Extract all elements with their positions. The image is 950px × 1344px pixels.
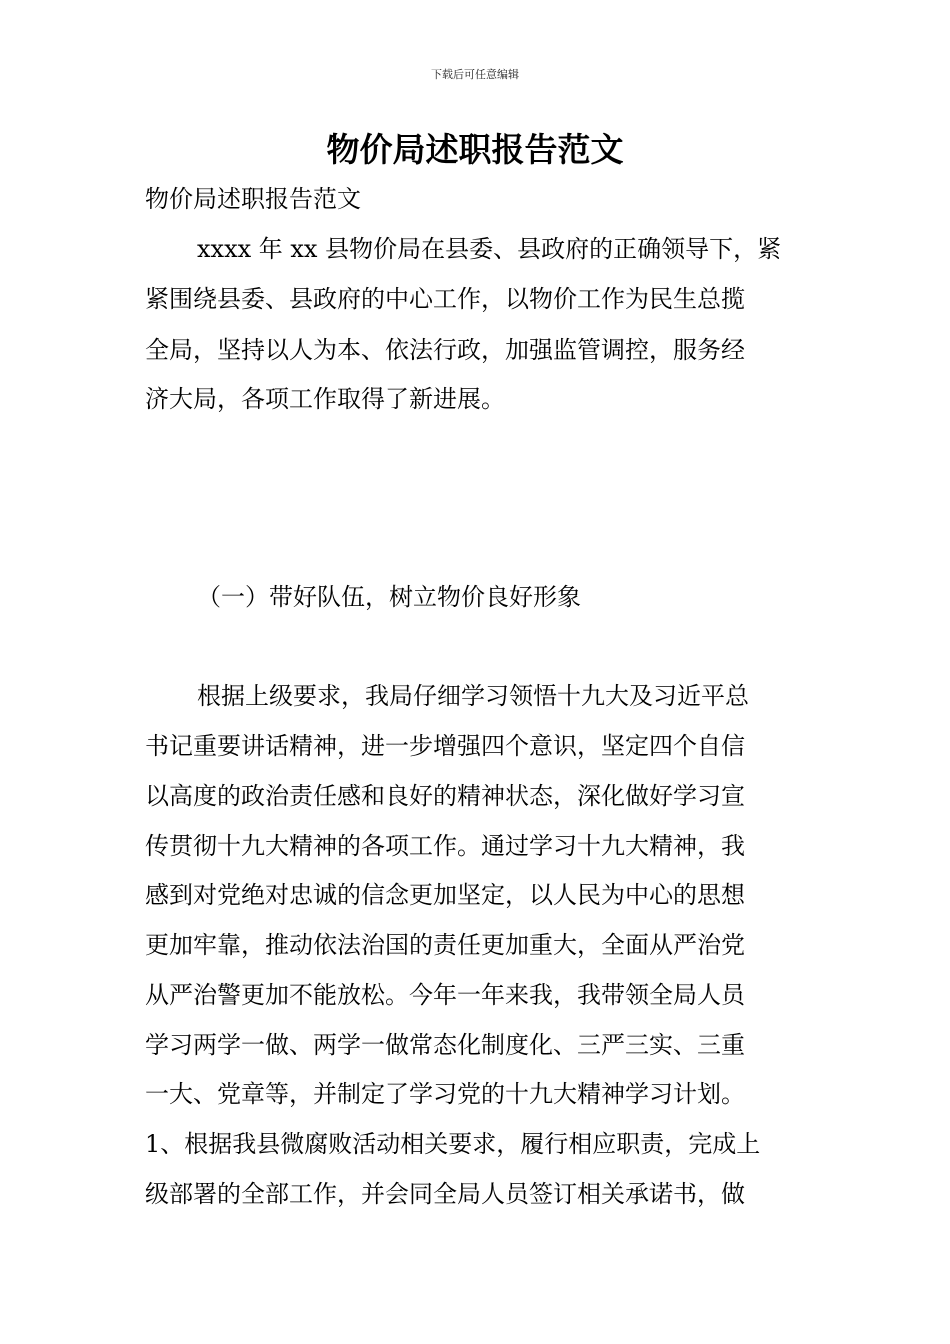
paragraph-line: 级部署的全部工作，并会同全局人员签订相关承诺书，做 [145,1180,745,1208]
paragraph-line: 根据上级要求，我局仔细学习领悟十九大及习近平总 [197,682,749,710]
paragraph-line: 更加牢靠，推动依法治国的责任更加重大，全面从严治党 [145,931,745,959]
paragraph-line: 全局，坚持以人为本、依法行政，加强监管调控，服务经 [145,336,745,364]
paragraph-line: 一大、党章等，并制定了学习党的十九大精神学习计划。 [145,1080,745,1108]
paragraph-line: xxxx 年 xx 县物价局在县委、县政府的正确领导下，紧 [197,235,782,263]
paragraph-line: 学习两学一做、两学一做常态化制度化、三严三实、三重 [145,1031,745,1059]
section-heading: （一）带好队伍，树立物价良好形象 [197,583,581,611]
paragraph-line: 感到对党绝对忠诚的信念更加坚定，以人民为中心的思想 [145,881,745,909]
document-subtitle: 物价局述职报告范文 [145,185,361,213]
paragraph-line: 1、根据我县微腐败活动相关要求，履行相应职责，完成上 [145,1130,761,1158]
paragraph-line: 紧围绕县委、县政府的中心工作，以物价工作为民生总揽 [145,285,745,313]
paragraph-line: 传贯彻十九大精神的各项工作。通过学习十九大精神，我 [145,832,745,860]
paragraph-line: 济大局，各项工作取得了新进展。 [145,385,505,413]
paragraph-line: 书记重要讲话精神，进一步增强四个意识，坚定四个自信 [145,732,745,760]
paragraph-line: 以高度的政治责任感和良好的精神状态，深化做好学习宣 [145,782,745,810]
document-title: 物价局述职报告范文 [326,130,624,169]
page-header-note: 下载后可任意编辑 [431,68,519,81]
paragraph-line: 从严治警更加不能放松。今年一年来我，我带领全局人员 [145,981,745,1009]
